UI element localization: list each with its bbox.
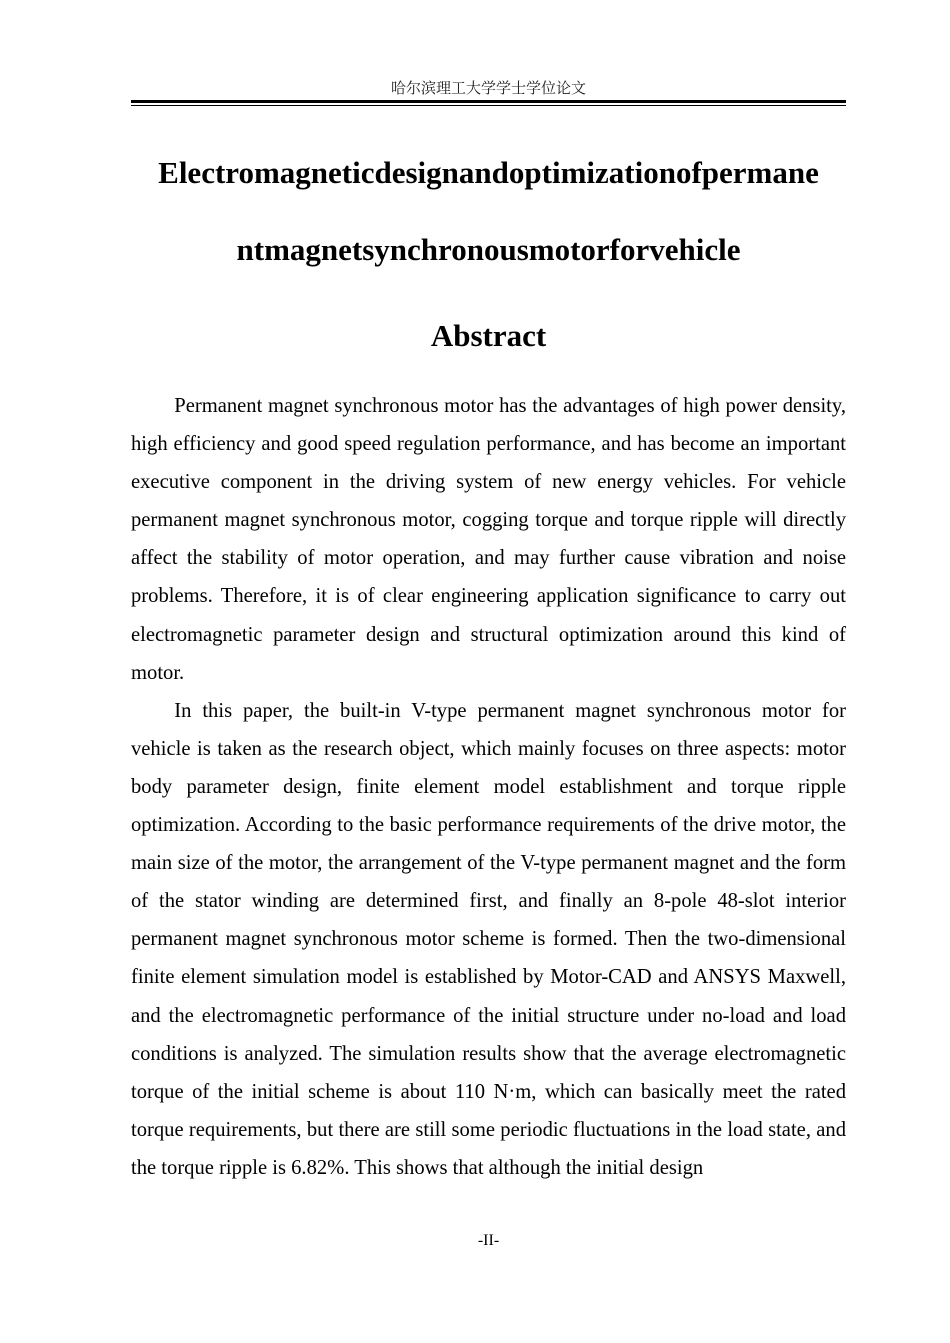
abstract-paragraph-2: In this paper, the built-in V-type permanent magnet synchronous motor for vehicle is taken as the research object, which mainly focuses on three aspects: motor body parameter design, finite element model establishment and torque ripple optimization. According to the basic performance requirements of the drive motor, the main size of the motor, the arrangement of the V-type permanent magnet and the form of the stator winding are determined first, and finally an 8-pole 48-slot interior permanent magnet synchronous motor scheme is formed. Then the two-dimensional finite element simulation model is established by Motor-CAD and ANSYS Maxwell, and the electromagnetic performance of the initial structure under no-load and load conditions is analyzed. The simulation results show that the average electromagnetic torque of the initial scheme is about 110 N·m, which can basically meet the rated torque requirements, but there are still some periodic fluctuations in the load state, and the torque ripple is 6.82%. This shows that although the initial design: [131, 699, 846, 1179]
abstract-body: [131, 387, 846, 1187]
thesis-title-line-2: ntmagnetsynchronousmotorforvehicle: [236, 232, 741, 267]
header-rule-thin: [131, 105, 846, 106]
page-number: -II-: [477, 1232, 500, 1249]
running-header: 哈尔滨理工大学学士学位论文: [390, 79, 586, 97]
abstract-paragraph-1: Permanent magnet synchronous motor has the advantages of high power density, high efficiency and good speed regulation performance, and has become an important executive component in the driving system of new energy vehicles. For vehicle permanent magnet synchronous motor, cogging torque and torque ripple will directly affect the stability of motor operation, and may further cause vibration and noise problems. Therefore, it is of clear engineering application significance to carry out electromagnetic parameter design and structural optimization around this kind of motor.: [131, 395, 846, 684]
header-rule-thick: [131, 100, 846, 103]
thesis-title-line-1: Electromagneticdesignandoptimizationofpermane: [158, 155, 819, 190]
abstract-heading: Abstract: [430, 318, 547, 353]
